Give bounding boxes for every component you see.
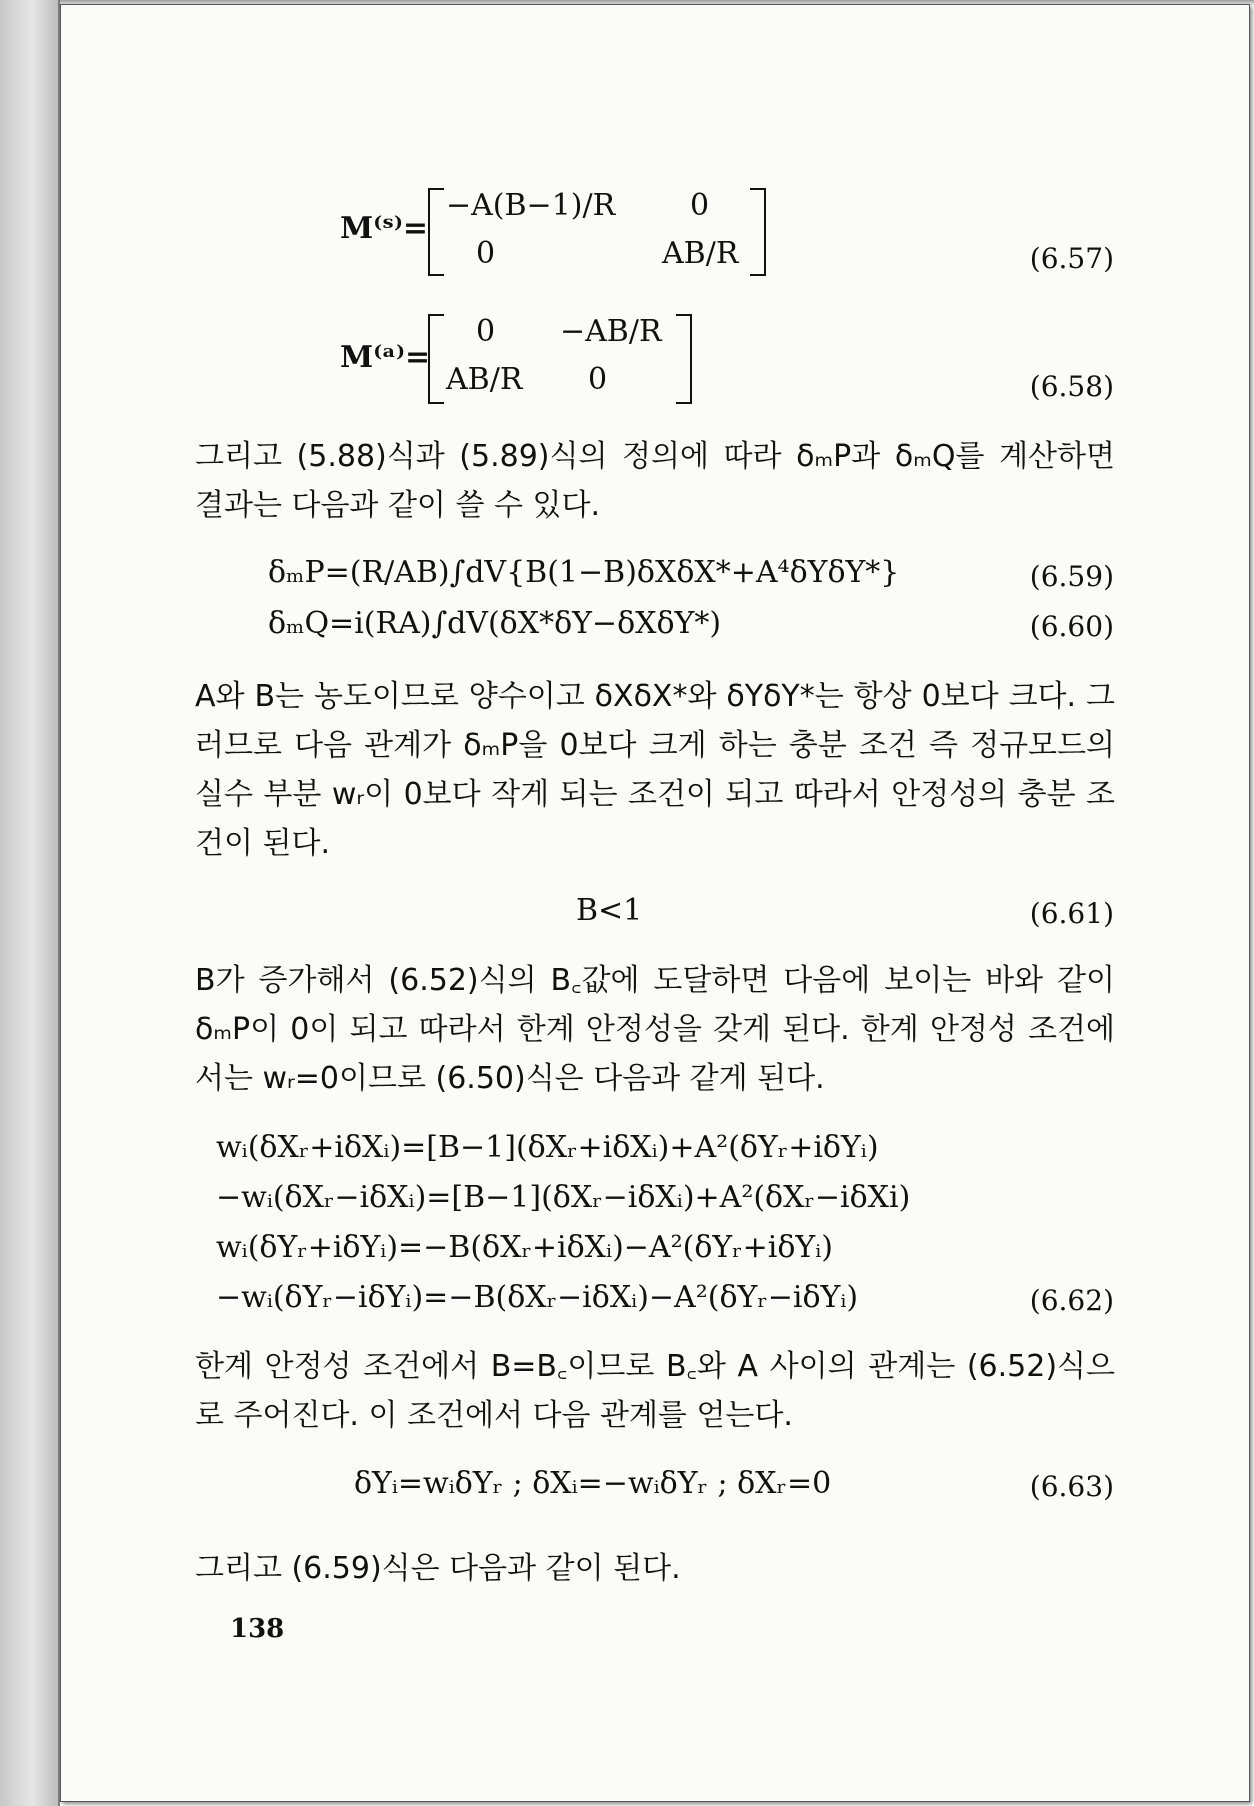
matrix-a-r1c2: −AB/R — [560, 314, 662, 349]
equation-6-62-line-3: wᵢ(δYᵣ+iδYᵢ)=−B(δXᵣ+iδXᵢ)−A²(δYᵣ+iδYᵢ) — [216, 1230, 833, 1265]
paragraph-4-text: 한계 안정성 조건에서 B=B꜀이므로 B꜀와 A 사이의 관계는 (6.52)식으로 주어진다. 이 조건에서 다음 관계를 얻는다. — [195, 1349, 1115, 1433]
matrix-s-r2c1: 0 — [476, 236, 496, 271]
paragraph-2-text: A와 B는 농도이므로 양수이고 δXδX*와 δYδY*는 항상 0보다 크다. 그러므로 다음 관계가 δₘP을 0보다 크게 하는 충분 조건 즉 정규모드의 실수 부분 wᵣ이 0보다 작게 되는 조건이 되고 따라서 안정성의 충분 조건이 된다. — [195, 679, 1115, 861]
paragraph-5 — [195, 1544, 1115, 1593]
equation-number-6-59: (6.59) — [1029, 560, 1114, 593]
paragraph-1 — [195, 432, 1115, 530]
matrix-s-r1c1: −A(B−1)/R — [446, 188, 616, 223]
paragraph-1-text: 그리고 (5.88)식과 (5.89)식의 정의에 따라 δₘP과 δₘQ를 계산하면 결과는 다음과 같이 쓸 수 있다. — [195, 439, 1115, 523]
matrix-a-r2c2: 0 — [588, 362, 608, 397]
equation-6-60: δₘQ=i(RA)∫dV(δX*δY−δXδY*) — [268, 606, 722, 641]
paragraph-3 — [195, 956, 1115, 1103]
matrix-a-right-bracket — [676, 314, 692, 404]
matrix-a-r1c1: 0 — [476, 314, 496, 349]
equation-number-6-58: (6.58) — [1029, 370, 1114, 403]
matrix-s-r2c2: AB/R — [662, 236, 739, 271]
matrix-s-r1c2: 0 — [690, 188, 710, 223]
equation-number-6-60: (6.60) — [1029, 610, 1114, 643]
paragraph-3-text: B가 증가해서 (6.52)식의 B꜀값에 도달하면 다음에 보이는 바와 같이 δₘP이 0이 되고 따라서 한계 안정성을 갖게 된다. 한계 안정성 조건에서는 wᵣ=0이므로 (6.50)식은 다음과 같게 된다. — [195, 963, 1115, 1096]
equation-number-6-57: (6.57) — [1029, 242, 1114, 275]
book-spine — [0, 0, 60, 1806]
equation-6-63: δYᵢ=wᵢδYᵣ ; δXᵢ=−wᵢδYᵣ ; δXᵣ=0 — [354, 1466, 832, 1501]
equation-number-6-63: (6.63) — [1029, 1470, 1114, 1503]
equation-number-6-61: (6.61) — [1029, 897, 1114, 930]
matrix-s-left-bracket — [428, 188, 444, 276]
paragraph-4 — [195, 1342, 1115, 1440]
equation-6-61: B<1 — [576, 893, 643, 928]
paragraph-2 — [195, 672, 1115, 868]
paragraph-5-text: 그리고 (6.59)식은 다음과 같이 된다. — [195, 1551, 681, 1586]
equation-6-62-line-1: wᵢ(δXᵣ+iδXᵢ)=[B−1](δXᵣ+iδXᵢ)+A²(δYᵣ+iδYᵢ) — [216, 1130, 879, 1165]
equation-6-59: δₘP=(R/AB)∫dV{B(1−B)δXδX*+A⁴δYδY*} — [268, 555, 900, 590]
matrix-a-label: M⁽ᵃ⁾= — [340, 340, 431, 375]
equation-6-62-line-4: −wᵢ(δYᵣ−iδYᵢ)=−B(δXᵣ−iδXᵢ)−A²(δYᵣ−iδYᵢ) — [216, 1280, 859, 1315]
equation-number-6-62: (6.62) — [1029, 1284, 1114, 1317]
matrix-s-label: M⁽ˢ⁾= — [340, 211, 429, 246]
page-number: 138 — [230, 1614, 285, 1644]
equation-6-62-line-2: −wᵢ(δXᵣ−iδXᵢ)=[B−1](δXᵣ−iδXᵢ)+A²(δXᵣ−iδXi) — [216, 1180, 911, 1215]
matrix-s-right-bracket — [750, 188, 766, 276]
matrix-a-left-bracket — [428, 314, 444, 404]
matrix-a-r2c1: AB/R — [446, 362, 523, 397]
